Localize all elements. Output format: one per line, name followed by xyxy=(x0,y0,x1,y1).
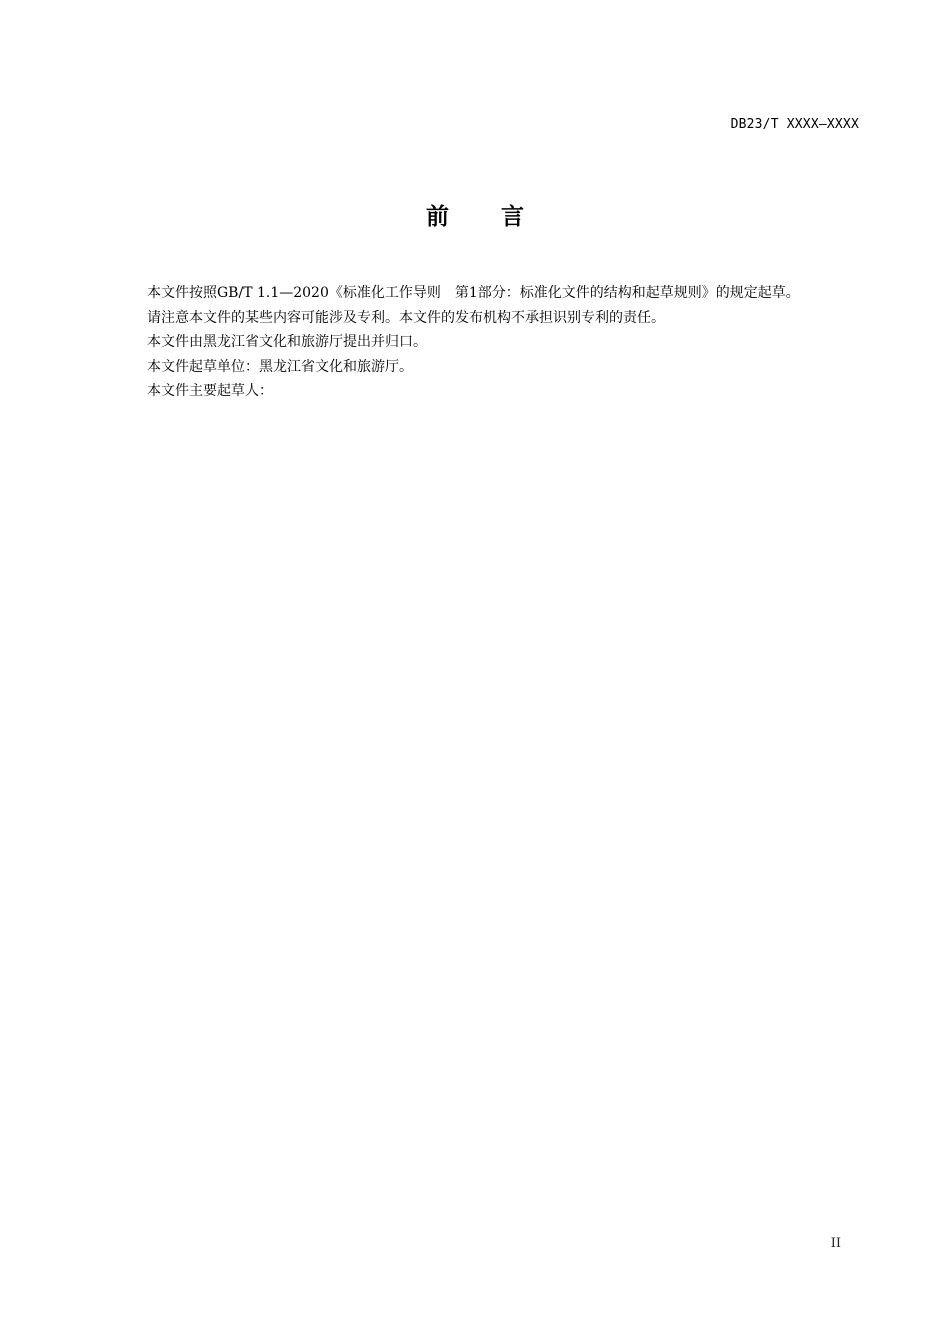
document-code: DB23/T XXXX—XXXX xyxy=(730,117,859,132)
title-char-1: 前 xyxy=(426,204,449,230)
paragraph-drafters: 本文件主要起草人： xyxy=(147,383,273,399)
page-title xyxy=(0,200,950,234)
paragraph-patent-notice: 请注意本文件的某些内容可能涉及专利。本文件的发布机构不承担识别专利的责任。 xyxy=(147,309,665,326)
foreword-body xyxy=(114,281,860,404)
paragraph-drafting-basis: 本文件按照GB/T 1.1—2020《标准化工作导则 第1部分：标准化文件的结构和起草规则》的规定起草。 xyxy=(147,285,800,301)
paragraph-drafting-unit: 本文件起草单位：黑龙江省文化和旅游厅。 xyxy=(147,358,413,375)
title-char-2: 言 xyxy=(501,204,524,230)
paragraph-proposer: 本文件由黑龙江省文化和旅游厅提出并归口。 xyxy=(147,334,427,350)
page-number: II xyxy=(830,1236,841,1251)
